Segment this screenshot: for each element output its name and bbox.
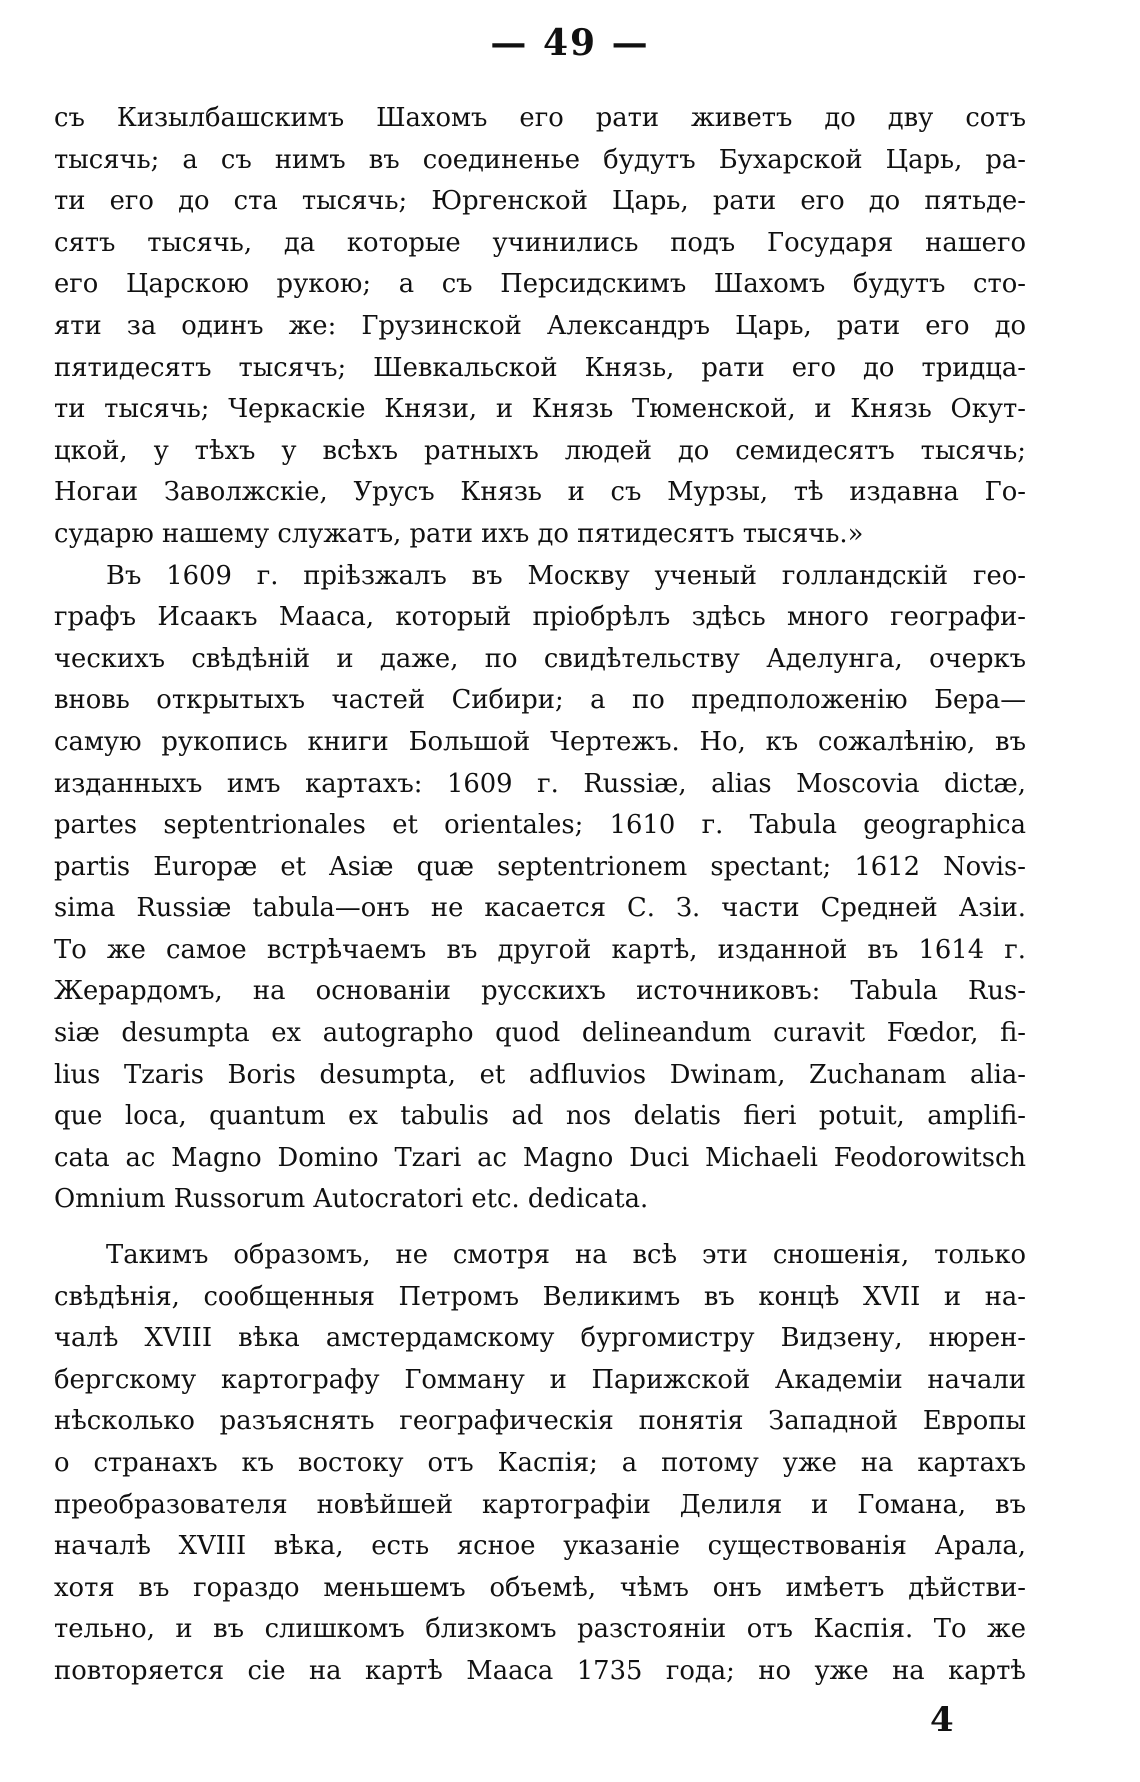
text-line: пятидесятъ тысячъ; Шевкальской Князь, рати его до тридца- xyxy=(54,352,1026,383)
text-line: преобразователя новѣйшей картографіи Делиля и Гомана, въ xyxy=(54,1489,1026,1520)
text-line: графъ Исаакъ Мааса, который пріобрѣлъ здѣсь много географи- xyxy=(54,602,1026,633)
text-line: que loca, quantum ex tabulis ad nos delatis fieri potuit, amplifi- xyxy=(54,1101,1026,1132)
text-line: То же самое встрѣчаемъ въ другой картѣ, изданной въ 1614 г. xyxy=(54,934,1026,965)
text-line: cata ac Magno Domino Tzari ac Magno Duci Michaeli Feodorowitsch xyxy=(54,1142,1026,1173)
text-line: Omnium Russorum Autocratori etc. dedicata. xyxy=(54,1184,649,1215)
text-line: цкой, у тѣхъ у всѣхъ ратныхъ людей до семидесятъ тысячь; xyxy=(54,435,1026,466)
signature-mark: 4 xyxy=(930,1700,954,1740)
text-line: тысячь; а съ нимъ въ соединенье будутъ Бухарской Царь, ра- xyxy=(54,144,1026,175)
text-line: ти его до ста тысячь; Юргенской Царь, рати его до пятьде- xyxy=(54,186,1026,217)
text-line: сятъ тысячь, да которые учинились подъ Государя нашего xyxy=(54,227,1026,258)
text-line: lius Tzaris Boris desumpta, et adfluvios Dwinam, Zuchanam alia- xyxy=(54,1059,1026,1090)
text-line: о странахъ къ востоку отъ Каспія; а потому уже на картахъ xyxy=(54,1448,1026,1478)
text-line: Ногаи Заволжскіе, Урусъ Князь и съ Мурзы, тѣ издавна Го- xyxy=(54,477,1026,508)
paragraph-3 xyxy=(54,1235,1026,1693)
text-line: повторяется сіе на картѣ Мааса 1735 года; но уже на картѣ xyxy=(54,1655,1026,1686)
text-line: Въ 1609 г. пріѣзжалъ въ Москву ученый голландскій гео- xyxy=(106,560,1026,591)
paragraph-gap xyxy=(54,1221,1026,1235)
page-number: — 49 — xyxy=(490,22,650,64)
text-line: его Царскою рукою; а съ Персидскимъ Шахомъ будутъ сто- xyxy=(54,269,1026,300)
text-line: изданныхъ имъ картахъ: 1609 г. Russiæ, alias Moscovia dictæ, xyxy=(54,768,1026,799)
text-line: свѣдѣнія, сообщенныя Петромъ Великимъ въ концѣ XVII и на- xyxy=(54,1281,1026,1312)
text-line: sima Russiæ tabula—онъ не касается С. З. части Средней Азіи. xyxy=(54,893,1026,924)
text-line: тельно, и въ слишкомъ близкомъ разстояніи отъ Каспія. То же xyxy=(54,1614,1026,1645)
text-line: siæ desumpta ex autographo quod delineandum curavit Fœdor, fi- xyxy=(54,1018,1026,1049)
text-line: бергскому картографу Гомману и Парижской Академіи начали xyxy=(54,1364,1026,1395)
text-line: нѣсколько разъяснять географическія понятія Западной Европы xyxy=(54,1406,1026,1437)
paragraph-1 xyxy=(54,98,1026,556)
text-line: началѣ XVIII вѣка, есть ясное указаніе существованія Арала, xyxy=(54,1531,1026,1562)
text-line: ти тысячь; Черкаскіе Князи, и Князь Тюменской, и Князь Окут- xyxy=(54,394,1026,425)
text-line: хотя въ гораздо меньшемъ объемѣ, чѣмъ онъ имѣетъ дѣйстви- xyxy=(54,1572,1026,1603)
text-line: Такимъ образомъ, не смотря на всѣ эти сношенія, только xyxy=(106,1240,1026,1271)
paragraph-2 xyxy=(54,556,1026,1222)
body-text xyxy=(54,98,1026,1693)
text-line: вновь открытыхъ частей Сибири; а по предположенію Бера— xyxy=(54,685,1026,716)
text-line: Жерардомъ, на основаніи русскихъ источниковъ: Tabula Rus- xyxy=(54,976,1026,1007)
text-line: partes septentrionales et orientales; 1610 г. Tabula geographica xyxy=(54,810,1026,841)
text-line: сударю нашему служатъ, рати ихъ до пятидесятъ тысячь.» xyxy=(54,518,864,549)
text-line: самую рукопись книги Большой Чертежъ. Но, къ сожалѣнію, въ xyxy=(54,726,1026,757)
text-line: ческихъ свѣдѣній и даже, по свидѣтельству Аделунга, очеркъ xyxy=(54,643,1026,674)
text-line: съ Кизылбашскимъ Шахомъ его рати живетъ до дву сотъ xyxy=(54,103,1026,133)
text-line: яти за одинъ же: Грузинской Александръ Царь, рати его до xyxy=(54,310,1026,341)
text-line: чалѣ XVIII вѣка амстердамскому бургомистру Видзену, нюрен- xyxy=(54,1323,1026,1354)
text-line: partis Europæ et Asiæ quæ septentrionem spectant; 1612 Novis- xyxy=(54,851,1026,882)
